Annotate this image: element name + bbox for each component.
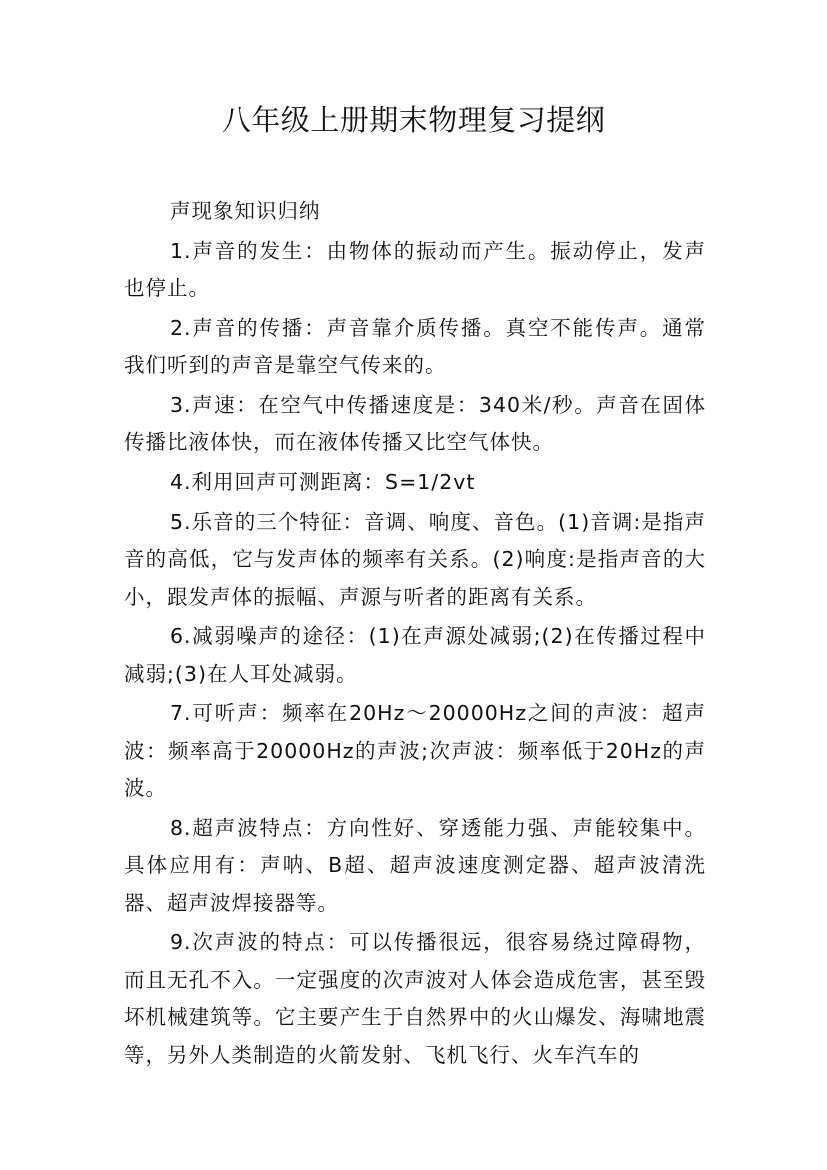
paragraph-5: 5.乐音的三个特征：音调、响度、音色。(1)音调:是指声音的高低，它与发声体的频率有关系。(2)响度:是指声音的大小，跟发声体的振幅、声源与听者的距离有关系。 — [124, 509, 706, 609]
paragraph-1: 1.声音的发生：由物体的振动而产生。振动停止，发声也停止。 — [124, 238, 706, 301]
paragraph-6: 6.减弱噪声的途径：(1)在声源处减弱;(2)在传播过程中减弱;(3)在人耳处减弱。 — [124, 624, 706, 686]
paragraph-7: 7.可听声：频率在20Hz～20000Hz之间的声波：超声波：频率高于20000Hz的声波;次声波：频率低于20Hz的声波。 — [124, 701, 706, 801]
paragraph-3: 3.声速：在空气中传播速度是：340米/秒。声音在固体传播比液体快，而在液体传播又比空气体快。 — [124, 392, 706, 455]
paragraph-2: 2.声音的传播：声音靠介质传播。真空不能传声。通常我们听到的声音是靠空气传来的。 — [124, 315, 706, 378]
paragraph-8: 8.超声波特点：方向性好、穿透能力强、声能较集中。具体应用有：声呐、B超、超声波速度测定器、超声波清洗器、超声波焊接器等。 — [124, 815, 706, 915]
document-title: 八年级上册期末物理复习提纲 — [221, 103, 606, 137]
document-body — [124, 193, 706, 1076]
section-heading: 声现象知识归纳 — [170, 199, 321, 223]
paragraph-4: 4.利用回声可测距离：S=1/2vt — [170, 470, 476, 495]
paragraph-9: 9.次声波的特点：可以传播很远，很容易绕过障碍物，而且无孔不入。一定强度的次声波对人体会造成危害，甚至毁坏机械建筑等。它主要产生于自然界中的火山爆发、海啸地震等，另外人类制造的火箭发射、飞机飞行、火车汽车的 — [124, 930, 706, 1067]
